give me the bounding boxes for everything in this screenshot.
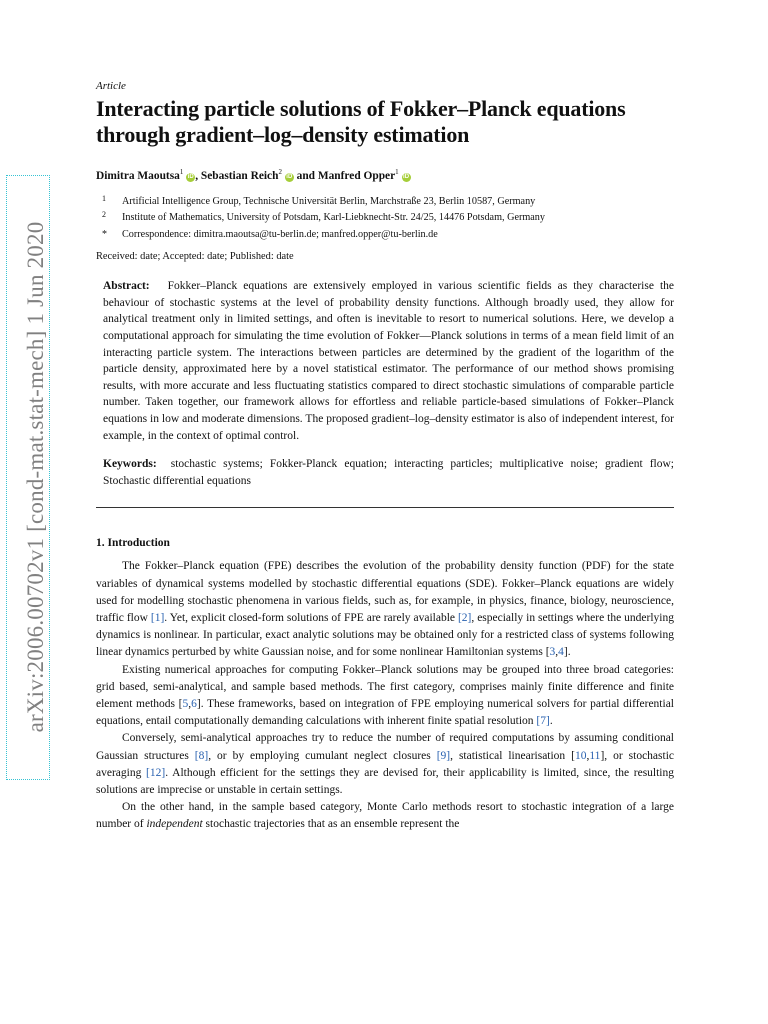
- citation-link[interactable]: [12]: [146, 766, 166, 779]
- text-run: .: [549, 715, 553, 728]
- paragraph: [96, 558, 674, 661]
- affiliation-item: [96, 194, 674, 211]
- text-run: .: [567, 646, 571, 659]
- citation-link[interactable]: 4: [558, 646, 564, 659]
- citation-link[interactable]: 6: [191, 698, 197, 711]
- correspondence-item: [96, 227, 674, 244]
- text-run: The Fokker–Planck equation (FPE) describes the evolution of the probability density function (PDF) for the state variables of dynamical systems modelled by stochastic differential equations (SDE). Fokker–Planck equations are widely used for modelling stochastic phenomena in various fields, such as, for example, in physics, finance, biology, neuroscience, traffic flow: [96, 560, 674, 625]
- citation-link[interactable]: [7]: [536, 715, 550, 728]
- affiliation-text: Institute of Mathematics, University of Potsdam, Karl-Liebknecht-Str. 24/25, 14476 Potsdam, Germany: [122, 212, 545, 224]
- bracket: ]: [563, 646, 568, 659]
- citation-link[interactable]: [9]: [436, 749, 451, 762]
- bracket: [: [571, 749, 575, 762]
- text-run: On the other hand, in the sample based category, Monte Carlo methods resort to stochastic integration of a large number of: [96, 801, 674, 831]
- citation-link[interactable]: 3: [549, 646, 556, 659]
- divider: [96, 507, 674, 508]
- separator: ,: [555, 646, 559, 659]
- citation-link[interactable]: [8]: [194, 749, 209, 762]
- paper-page: [96, 80, 674, 834]
- publication-dates: Received: date; Accepted: date; Published: date: [96, 251, 294, 263]
- affiliation-list: [96, 194, 674, 244]
- affiliation-marker: 2: [102, 210, 106, 220]
- abstract-text: Fokker–Planck equations are extensively employed in various scientific fields as they characterise the behaviour of stochastic systems at the level of probability density functions. Although broadly used, they allow for analytical treatment only in limited settings, and often is inevitable to resort to numerical solutions. Here, we develop a computational approach for simulating the time evolution of Fokker—Planck solutions in terms of a mean field limit of an interacting particle system. The interactions between particles are determined by the gradient of the logarithm of the particle density, approximated here by a novel statistical estimator. The performance of our method shows promising results, with more accurate and less fluctuating statistics compared to direct stochastic simulations of comparable particle number. Taken together, our framework allows for effortless and reliable particle-based simulations of Fokker–Planck equations in low and moderate dimensions. The proposed gradient–log–density estimator is also of independent interest, for example, in the context of optimal control.: [103, 280, 674, 442]
- separator: ,: [188, 698, 192, 711]
- author-name: , Sebastian Reich: [195, 169, 279, 182]
- bracket: [: [178, 698, 183, 711]
- affiliation-marker: 1: [102, 193, 106, 203]
- keywords-label: Keywords:: [103, 458, 157, 471]
- text-run: Conversely, semi-analytical approaches try to reduce the number of required computations by assuming conditional Gaussian structures: [96, 732, 674, 762]
- citation-link[interactable]: [2]: [457, 612, 472, 625]
- abstract: [103, 278, 674, 444]
- bracket: [: [545, 646, 550, 659]
- orcid-icon[interactable]: iD: [187, 173, 194, 180]
- affiliation-ref: 1: [395, 168, 399, 176]
- separator: ,: [586, 749, 590, 762]
- citation-group: [571, 750, 604, 762]
- citation-group: [546, 646, 571, 658]
- affiliation-item: [96, 210, 674, 227]
- article-type: Article: [96, 80, 126, 92]
- orcid-icon[interactable]: iD: [403, 173, 410, 180]
- section-heading: 1. Introduction: [96, 537, 170, 550]
- affiliation-ref: 2: [278, 168, 282, 176]
- keywords-text: stochastic systems; Fokker-Planck equation; interacting particles; multiplicative noise; gradient flow; Stochastic differential equations: [103, 458, 675, 487]
- citation-group: [179, 698, 201, 710]
- text-run: stochastic trajectories that as an ensemble represent the: [202, 818, 460, 831]
- keywords: [103, 456, 674, 489]
- text-run: . Yet, explicit closed-form solutions of FPE are rarely available: [164, 612, 458, 625]
- text-run: . Although efficient for the settings they are devised for, their applicability is limited, since, the resulting solutions are imprecise or unstable in certain settings.: [96, 766, 675, 797]
- text-run: , especially in settings where the underlying dynamics is nonlinear. In particular, exact analytic solutions may be obtained only for a restricted class of systems following linear dynamics perturbed by white Gaussian noise, and for some nonlinear Hamiltonian systems: [96, 612, 674, 659]
- text-run: , or stochastic averaging: [96, 749, 674, 779]
- citation-link[interactable]: 11: [589, 749, 601, 762]
- correspondence-text: Correspondence: dimitra.maoutsa@tu-berlin.de; manfred.opper@tu-berlin.de: [122, 228, 438, 240]
- correspondence-marker: *: [102, 228, 107, 240]
- citation-link[interactable]: [1]: [150, 612, 165, 625]
- author-name: and Manfred Opper: [293, 169, 396, 182]
- affiliation-ref: 1: [179, 168, 184, 176]
- section-body: [96, 558, 674, 833]
- paragraph: [96, 730, 674, 799]
- orcid-icon[interactable]: iD: [286, 173, 293, 180]
- text-run: Existing numerical approaches for computing Fokker–Planck solutions may be grouped into three broad categories: grid based, semi-analytical, and sample based methods. The first category, comprises mainly finite difference and finite element methods: [96, 663, 674, 711]
- author-name: Dimitra Maoutsa: [96, 169, 180, 182]
- bracket: ]: [196, 698, 201, 711]
- bracket: ]: [600, 749, 605, 762]
- paragraph: [96, 799, 674, 833]
- text-run: , or by employing cumulant neglect closures: [208, 749, 437, 762]
- text-run: , statistical linearisation: [450, 749, 572, 762]
- paragraph: [96, 662, 674, 731]
- paper-title: Interacting particle solutions of Fokker–Planck equations through gradient–log–density estimation: [96, 96, 626, 147]
- abstract-label: Abstract:: [103, 280, 150, 293]
- text-run: . These frameworks, based on integration of FPE employing numerical solvers for partial differential equations, entail computationally demanding calculations with inherent finite spatial resolution: [96, 698, 674, 728]
- affiliation-text: Artificial Intelligence Group, Technische Universität Berlin, Marchstraße 23, Berlin 10587, Germany: [122, 195, 536, 207]
- emphasis: independent: [146, 818, 203, 831]
- arxiv-stamp[interactable]: arXiv:2006.00702v1 [cond-mat.stat-mech] 1 Jun 2020: [23, 221, 48, 733]
- citation-link[interactable]: 10: [574, 749, 587, 762]
- citation-link[interactable]: 5: [182, 698, 189, 711]
- author-list: [96, 168, 674, 182]
